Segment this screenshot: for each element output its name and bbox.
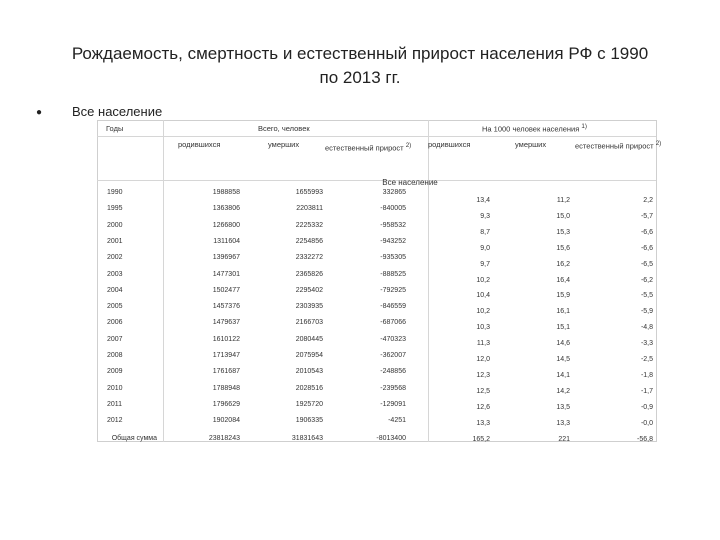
row-born: 1761687	[212, 368, 240, 376]
subheader: Все население	[382, 178, 438, 187]
row-natural: -8013400	[376, 434, 406, 442]
header-born-rate: родившихся	[428, 140, 471, 149]
row-born: 1477301	[212, 270, 240, 278]
bullet-text: Все население	[72, 104, 163, 119]
rate-born: 12,5	[476, 387, 490, 395]
row-natural: -888525	[380, 270, 406, 278]
header-born: родившихся	[178, 140, 221, 149]
rate-died: 16,2	[556, 260, 570, 268]
row-year: 1990	[107, 189, 123, 196]
rate-died: 14,5	[556, 356, 570, 363]
rate-died: 16,1	[556, 308, 570, 316]
row-died: 2303935	[295, 303, 323, 311]
row-born: 1610122	[212, 335, 240, 343]
rate-died: 15,3	[556, 228, 570, 236]
row-year: 2002	[107, 254, 123, 262]
row-born: 1479637	[212, 319, 240, 327]
rate-natural: -56,8	[637, 435, 653, 443]
row-natural: -4251	[388, 417, 406, 425]
row-died: 2010543	[295, 368, 323, 376]
row-died: 2203811	[296, 205, 323, 213]
rate-born: 8,7	[480, 228, 490, 236]
rate-died: 15,6	[556, 244, 570, 252]
row-born: 23818243	[208, 434, 240, 442]
row-natural: -846559	[380, 303, 406, 311]
row-year: 1995	[107, 205, 123, 213]
row-year: 2011	[107, 400, 123, 408]
row-died: 2332272	[295, 254, 323, 262]
rate-born: 11,3	[476, 340, 490, 348]
rate-born: 13,3	[476, 419, 490, 427]
slide-title	[40, 42, 680, 90]
row-year: 2009	[107, 368, 123, 376]
row-natural: -687066	[380, 319, 406, 327]
row-born: 1788948	[212, 384, 240, 392]
row-born: 1457376	[212, 303, 240, 311]
row-divider	[97, 136, 656, 137]
row-died: 2166703	[295, 319, 323, 327]
rate-natural: -0,9	[640, 403, 653, 411]
rate-died: 16,4	[556, 276, 570, 284]
row-natural: -840005	[380, 205, 406, 213]
row-died: 1925720	[295, 400, 323, 408]
row-year: 2007	[107, 335, 123, 343]
row-natural: -792925	[380, 286, 406, 294]
col-divider	[163, 120, 164, 442]
rate-born: 13,4	[476, 197, 490, 204]
row-died: 2225332	[295, 221, 323, 229]
col-divider	[428, 120, 429, 442]
rate-natural: -2,5	[640, 356, 653, 363]
row-year: Общая сумма	[111, 434, 157, 442]
header-died-rate: умерших	[515, 140, 547, 149]
row-natural: -362007	[380, 352, 406, 359]
rate-natural: -3,3	[640, 340, 653, 348]
rate-natural: 2,2	[643, 197, 653, 204]
rate-died: 15,9	[556, 292, 570, 300]
row-year: 2005	[107, 303, 123, 311]
rate-natural: -5,9	[640, 308, 653, 316]
rate-died: 14,2	[556, 387, 570, 395]
row-died: 1906335	[295, 417, 323, 425]
rate-died: 15,1	[556, 324, 570, 332]
row-died: 31831643	[291, 434, 323, 442]
rate-natural: -5,7	[640, 212, 653, 220]
header-natural: естественный прирост $^{2)}$	[325, 142, 412, 153]
row-born: 1796629	[212, 400, 240, 408]
rate-died: 221	[558, 435, 570, 443]
rate-natural: -5,5	[640, 292, 653, 300]
header-natural-rate: естественный прирост $^{2)}$	[575, 140, 662, 151]
rate-natural: -0,0	[640, 419, 653, 427]
rate-born: 12,0	[476, 356, 490, 363]
row-natural: -958532	[380, 221, 406, 229]
rate-natural: -6,2	[640, 276, 653, 284]
rate-natural: -4,8	[640, 324, 653, 332]
rate-died: 13,3	[556, 419, 570, 427]
rate-natural: -6,6	[640, 244, 653, 252]
row-born: 1988858	[212, 189, 240, 196]
rate-born: 10,4	[476, 292, 490, 300]
rate-born: 9,0	[480, 244, 490, 252]
row-natural: 332865	[382, 189, 406, 196]
slide-title-line-2: по 2013 гг.	[319, 68, 401, 87]
row-died: 2080445	[295, 335, 323, 343]
rate-natural: -1,8	[640, 371, 653, 379]
rate-born: 12,6	[476, 403, 490, 411]
header-total: Всего, человек	[258, 124, 310, 133]
rate-natural: -6,5	[640, 260, 653, 268]
row-natural: -935305	[380, 254, 406, 262]
rate-died: 14,1	[556, 371, 570, 379]
header-per-1000: На 1000 человек населения $^{1)}$	[482, 123, 587, 134]
row-year: 2008	[107, 352, 123, 359]
rate-born: 165,2	[472, 435, 490, 443]
row-died: 2295402	[295, 286, 323, 294]
row-year: 2000	[107, 221, 123, 229]
row-year: 2004	[107, 286, 123, 294]
row-natural: -470323	[380, 335, 406, 343]
row-died: 1655993	[295, 189, 323, 196]
bullet-dot-icon: ●	[36, 107, 43, 119]
row-born: 1502477	[212, 286, 240, 294]
slide-title-line-1: Рождаемость, смертность и естественный прирост населения РФ с 1990	[71, 44, 649, 63]
rate-died: 15,0	[556, 212, 570, 220]
row-natural: -129091	[380, 400, 406, 408]
row-born: 1311604	[213, 237, 240, 245]
rate-died: 11,2	[556, 197, 570, 204]
rate-born: 10,3	[476, 324, 490, 332]
rate-natural: -1,7	[640, 387, 653, 395]
bullet-item	[36, 104, 162, 119]
row-year: 2012	[107, 417, 123, 425]
rate-born: 9,3	[480, 212, 490, 220]
rate-born: 10,2	[476, 276, 490, 284]
row-year: 2003	[107, 270, 123, 278]
row-born: 1902084	[212, 417, 240, 425]
row-year: 2006	[107, 319, 123, 327]
row-died: 2028516	[295, 384, 323, 392]
row-year: 2001	[107, 237, 123, 245]
row-year: 2010	[107, 384, 123, 392]
rate-born: 12,3	[476, 371, 490, 379]
row-died: 2254856	[295, 237, 323, 245]
row-born: 1713947	[212, 352, 240, 359]
row-died: 2075954	[295, 352, 323, 359]
rate-died: 14,6	[556, 340, 570, 348]
row-died: 2365826	[295, 270, 323, 278]
header-years: Годы	[106, 124, 124, 133]
row-natural: -248856	[380, 368, 406, 376]
row-natural: -239568	[380, 384, 406, 392]
rate-born: 10,2	[476, 308, 490, 316]
header-died: умерших	[268, 140, 300, 149]
row-born: 1266800	[212, 221, 240, 229]
rate-died: 13,5	[556, 403, 570, 411]
row-divider	[97, 180, 656, 181]
data-table	[97, 120, 657, 442]
rate-natural: -6,6	[640, 228, 653, 236]
row-natural: -943252	[380, 237, 406, 245]
row-born: 1396967	[212, 254, 240, 262]
rate-born: 9,7	[480, 260, 490, 268]
row-born: 1363806	[212, 205, 240, 213]
